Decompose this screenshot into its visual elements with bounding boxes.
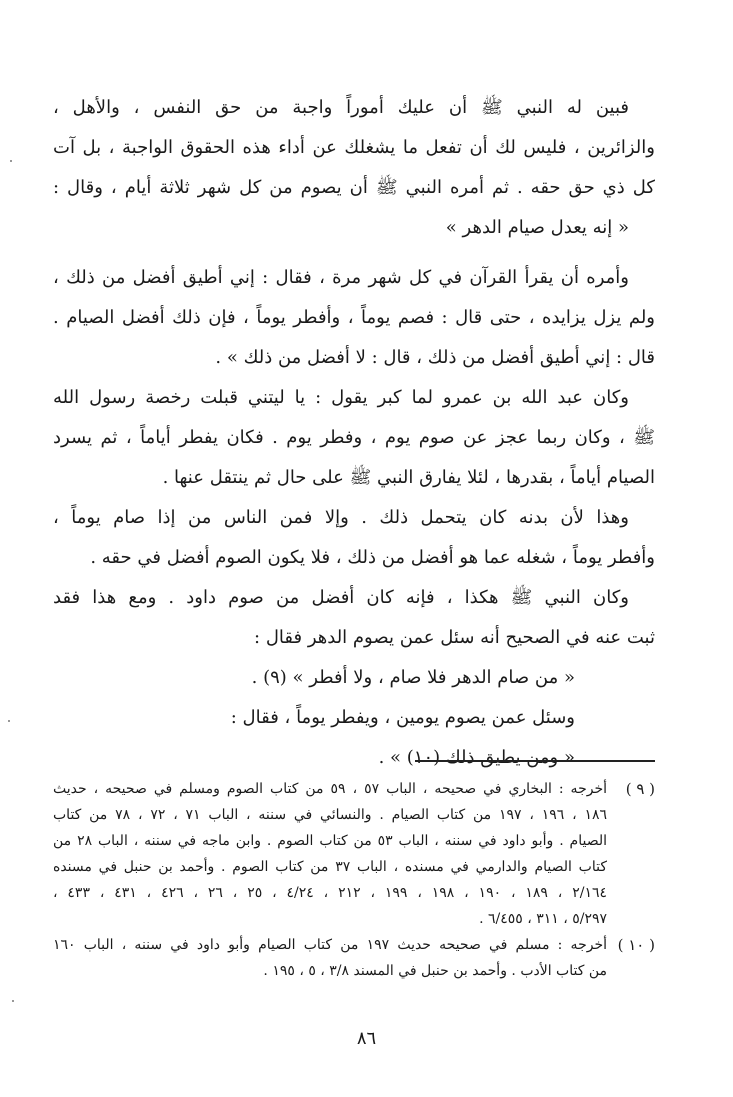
- footnote-line: ٢/١٦٤ ، ١٨٩ ، ١٩٠ ، ١٩٨ ، ١٩٩ ، ٢١٢ ، ٤/٢٤ ، ٢٥ ، ٢٦ ، ٤٢٦ ، ٤٣١ ، ٤٣٣ ،: [53, 885, 607, 901]
- hadith-question: وسئل عمن يصوم يومين ، ويفطر يوماً ، فقال :: [230, 707, 575, 728]
- footnote-line: كتاب الصيام والدارمي في مسنده ، الباب ٣٧ من كتاب الصوم . وأحمد بن حنبل في مسنده: [53, 859, 607, 875]
- scan-speck: [12, 1000, 14, 1002]
- scan-speck: [10, 160, 12, 162]
- footnotes: [53, 776, 655, 984]
- footnote-line: أخرجه : مسلم في صحيحه حديث ١٩٧ من كتاب الصيام وأبو داود في سننه ، الباب ١٦٠: [53, 937, 607, 953]
- body-line-7: قال : إني أطيق أفضل من ذلك ، قال : لا أفضل من ذلك » .: [215, 347, 655, 368]
- hadith-quote-1: « من صام الدهر فلا صام ، ولا أفطر » (٩) .: [251, 667, 575, 688]
- footnote-body: [53, 932, 607, 984]
- body-line-5: وأمره أن يقرأ القرآن في كل شهر مرة ، فقال : إني أطيق أفضل من ذلك ،: [53, 267, 629, 288]
- body-line-10: الصيام أياماً ، بقدرها ، لئلا يفارق النبي ﷺ على حال ثم ينتقل عنها .: [162, 467, 655, 488]
- hadith-quote-2: « ومن يطيق ذلك (١٠) » .: [378, 747, 575, 768]
- footnote-line: ٥/٢٩٧ ، ٣١١ ، ٦/٤٥٥ .: [479, 911, 607, 927]
- body-line-9: ﷺ ، وكان ربما عجز عن صوم يوم ، وفطر يوم . فكان يفطر أياماً ، ثم يسرد: [53, 427, 655, 448]
- footnote-line: أخرجه : البخاري في صحيحه ، الباب ٥٧ ، ٥٩ من كتاب الصوم ومسلم في صحيحه ، حديث: [53, 781, 607, 797]
- body-line-6: ولم يزل يزايده ، حتى قال : فصم يوماً ، وأفطر يوماً ، فإن ذلك أفضل الصيام .: [53, 307, 655, 328]
- footnote-body: [53, 776, 607, 932]
- body-line-3: كل ذي حق حقه . ثم أمره النبي ﷺ أن يصوم من كل شهر ثلاثة أيام ، وقال :: [53, 177, 655, 198]
- body-line-8: وكان عبد الله بن عمرو لما كبر يقول : يا ليتني قبلت رخصة رسول الله: [53, 387, 629, 408]
- footnote-9: [53, 776, 655, 932]
- body-line-13: وكان النبي ﷺ هكذا ، فإنه كان أفضل من صوم داود . ومع هذا فقد: [53, 587, 629, 608]
- paragraph-gap: [53, 248, 655, 258]
- body-line-14: ثبت عنه في الصحيح أنه سئل عمن يصوم الدهر فقال :: [254, 627, 655, 648]
- body-line-4: « إنه يعدل صيام الدهر »: [445, 217, 629, 238]
- footnote-number: ( ١٠ ): [617, 936, 655, 954]
- scan-speck: [8, 720, 10, 722]
- body-line-11: وهذا لأن بدنه كان يتحمل ذلك . وإلا فمن الناس من إذا صام يوماً ،: [53, 507, 629, 528]
- footnote-line: من كتاب الأدب . وأحمد بن حنبل في المسند ٣/٨ ، ٥ ، ١٩٥ .: [263, 963, 607, 979]
- body-line-1: فبين له النبي ﷺ أن عليك أموراً واجبة من حق النفس ، والأهل ،: [53, 97, 629, 118]
- footnote-number: ( ٩ ): [625, 780, 655, 798]
- footnote-line: الصيام . وأبو داود في سننه ، الباب ٥٣ من كتاب الصوم . وابن ماجه في سننه ، الباب ٢٨ من: [53, 833, 607, 849]
- page-number: ٨٦: [356, 1028, 377, 1049]
- footnote-line: ١٨٦ ، ١٩٦ ، ١٩٧ من كتاب الصيام . والنسائي في سننه ، الباب ٧١ ، ٧٢ ، ٧٨ من كتاب: [53, 807, 607, 823]
- body-line-12: وأفطر يوماً ، شغله عما هو أفضل من ذلك ، فلا يكون الصوم أفضل في حقه .: [90, 547, 655, 568]
- main-text: [53, 88, 655, 778]
- footnote-divider: [415, 760, 655, 762]
- body-line-2: والزائرين ، فليس لك أن تفعل ما يشغلك عن أداء هذه الحقوق الواجبة ، بل آت: [53, 137, 655, 158]
- footnote-10: [53, 932, 655, 984]
